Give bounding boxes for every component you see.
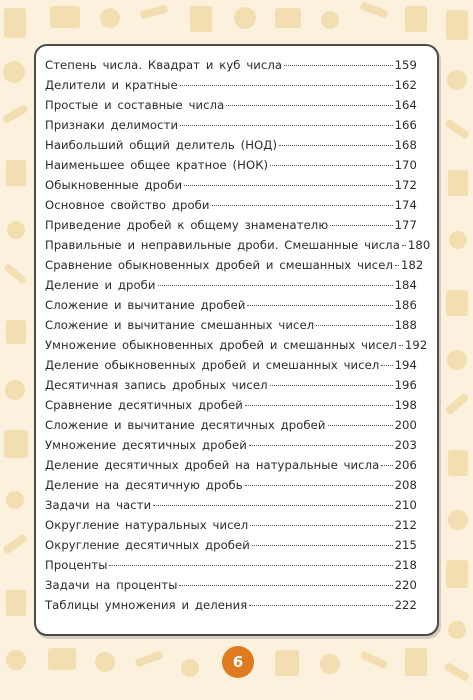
ruler-icon-3 bbox=[359, 1, 388, 18]
toc-entry-page: 159 bbox=[394, 58, 417, 72]
notebook-icon-2 bbox=[4, 430, 28, 458]
pencil-icon-6 bbox=[134, 650, 163, 667]
calculator-icon-2 bbox=[446, 10, 468, 40]
toc-entry[interactable] bbox=[45, 378, 417, 398]
toc-entry-title: Таблицы умножения и деления bbox=[45, 598, 248, 612]
toc-entry-title: Округление десятичных дробей bbox=[45, 538, 250, 552]
toc-dot-leader bbox=[270, 165, 392, 166]
toc-entry[interactable] bbox=[45, 398, 417, 418]
toc-entry-title: Делители и кратные bbox=[45, 78, 178, 92]
toc-entry[interactable] bbox=[45, 418, 417, 438]
toc-entry[interactable] bbox=[45, 178, 417, 198]
toc-entry-page: 172 bbox=[394, 178, 417, 192]
toc-entry[interactable] bbox=[45, 578, 417, 598]
toc-dot-leader bbox=[245, 485, 393, 486]
toc-entry[interactable] bbox=[45, 218, 417, 238]
toc-entry-page: 192 bbox=[404, 338, 428, 352]
toc-entry-page: 184 bbox=[394, 278, 417, 292]
toc-entry-page: 203 bbox=[394, 438, 417, 452]
toc-entry-title: Деление десятичных дробей на натуральные числа bbox=[45, 458, 380, 472]
toc-entry-page: 218 bbox=[394, 558, 417, 572]
toc-dot-leader bbox=[316, 325, 392, 326]
toc-dot-leader bbox=[328, 425, 393, 426]
calculator-icon bbox=[6, 320, 26, 344]
toc-entry-title: Сложение и вычитание смешанных чисел bbox=[45, 318, 315, 332]
toc-entry-title: Наименьшее общее кратное (НОК) bbox=[45, 158, 269, 172]
calculator-icon-3 bbox=[448, 450, 468, 476]
toc-dot-leader bbox=[180, 85, 393, 86]
toc-dot-leader bbox=[270, 385, 393, 386]
toc-entry[interactable] bbox=[45, 498, 417, 518]
toc-entry-page: 168 bbox=[394, 138, 417, 152]
toc-entry-page: 212 bbox=[394, 518, 417, 532]
toc-entry[interactable] bbox=[45, 198, 417, 218]
toc-dot-leader bbox=[212, 205, 393, 206]
toc-dot-leader bbox=[184, 185, 392, 186]
toc-dot-leader bbox=[402, 245, 406, 246]
toc-entry[interactable] bbox=[45, 58, 417, 78]
toc-entry[interactable] bbox=[45, 78, 417, 98]
toc-entry-page: 215 bbox=[394, 538, 417, 552]
toc-entry-title: Задачи на части bbox=[45, 498, 152, 512]
toc-entry-title: Сложение и вычитание десятичных дробей bbox=[45, 418, 326, 432]
toc-entry[interactable] bbox=[45, 538, 417, 558]
calculator-icon-4 bbox=[275, 8, 301, 28]
book-icon-6 bbox=[48, 648, 76, 670]
toc-entry-page: 170 bbox=[394, 158, 417, 172]
apple-icon-6 bbox=[95, 652, 115, 672]
toc-entry-title: Простые и составные числа bbox=[45, 98, 225, 112]
book-icon-2 bbox=[6, 590, 26, 616]
toc-dot-leader bbox=[250, 525, 392, 526]
pencil-icon-5 bbox=[139, 5, 168, 20]
toc-entry-page: 210 bbox=[394, 498, 417, 512]
toc-entry-page: 162 bbox=[394, 78, 417, 92]
toc-entry-title: Проценты bbox=[45, 558, 108, 572]
clock-icon bbox=[5, 380, 25, 400]
toc-entry-page: 222 bbox=[394, 598, 417, 612]
book-icon-3 bbox=[448, 170, 468, 196]
pencil-icon-3 bbox=[444, 118, 470, 139]
pencil-icon bbox=[2, 104, 29, 124]
toc-entry-page: 220 bbox=[394, 578, 417, 592]
toc-entry[interactable] bbox=[45, 138, 417, 158]
toc-entry[interactable] bbox=[45, 338, 428, 358]
toc-dot-leader bbox=[226, 105, 392, 106]
book-icon-5 bbox=[190, 6, 212, 32]
toc-entry[interactable] bbox=[45, 598, 417, 618]
clock-icon-4 bbox=[234, 7, 256, 29]
book-icon bbox=[6, 160, 26, 186]
clock-icon-5 bbox=[181, 659, 199, 677]
toc-entry-title: Умножение десятичных дробей bbox=[45, 438, 247, 452]
toc-entry[interactable] bbox=[45, 458, 417, 478]
ruler-icon-2 bbox=[444, 393, 469, 416]
toc-entry-title: Деление обыкновенных дробей и смешанных чисел bbox=[45, 358, 380, 372]
toc-entry-title: Умножение обыкновенных дробей и смешанных чисел bbox=[45, 338, 397, 352]
toc-dot-leader bbox=[158, 285, 393, 286]
toc-entry-title: Сравнение обыкновенных дробей и смешанных чисел bbox=[45, 258, 393, 272]
ruler-icon bbox=[3, 263, 27, 284]
clock-icon-3 bbox=[448, 510, 468, 530]
book-icon-4 bbox=[446, 560, 468, 588]
toc-entry-page: 194 bbox=[394, 358, 417, 372]
toc-dot-leader bbox=[247, 305, 392, 306]
toc-entry[interactable] bbox=[45, 158, 417, 178]
toc-entry-page: 180 bbox=[407, 238, 431, 252]
toc-entry[interactable] bbox=[45, 278, 417, 298]
toc-entry[interactable] bbox=[45, 438, 417, 458]
toc-entry-title: Степень числа. Квадрат и куб числа bbox=[45, 58, 283, 72]
globe-icon-2 bbox=[6, 650, 26, 670]
toc-entry-title: Правильные и неправильные дроби. Смешанные числа bbox=[45, 238, 400, 252]
toc-list bbox=[45, 58, 431, 618]
notebook-icon-5 bbox=[405, 6, 427, 32]
toc-entry-title: Признаки делимости bbox=[45, 118, 179, 132]
toc-entry-page: 186 bbox=[394, 298, 417, 312]
toc-entry-page: 164 bbox=[394, 98, 417, 112]
toc-entry-title: Наибольший общий делитель (НОД) bbox=[45, 138, 278, 152]
toc-dot-leader bbox=[284, 65, 392, 66]
toc-entry-page: 177 bbox=[394, 218, 417, 232]
toc-entry-title: Приведение дробей к общему знаменателю bbox=[45, 218, 329, 232]
calculator-icon-5 bbox=[275, 650, 299, 676]
toc-entry-title: Обыкновенные дроби bbox=[45, 178, 183, 192]
globe-icon-5 bbox=[320, 654, 340, 674]
toc-entry[interactable] bbox=[45, 258, 424, 278]
toc-entry-page: 200 bbox=[394, 418, 417, 432]
apple-icon-5 bbox=[321, 11, 339, 29]
toc-dot-leader bbox=[179, 585, 392, 586]
toc-entry-title: Округление натуральных чисел bbox=[45, 518, 249, 532]
toc-entry[interactable] bbox=[45, 298, 417, 318]
toc-dot-leader bbox=[252, 545, 393, 546]
notebook-icon-6 bbox=[405, 648, 427, 676]
globe-icon bbox=[7, 221, 25, 239]
toc-entry-title: Десятичная запись дробных чисел bbox=[45, 378, 268, 392]
toc-entry[interactable] bbox=[45, 238, 431, 258]
toc-dot-leader bbox=[381, 365, 392, 366]
toc-entry-title: Задачи на проценты bbox=[45, 578, 178, 592]
notebook-icon bbox=[4, 8, 26, 38]
clock-icon-2 bbox=[447, 70, 467, 90]
table-of-contents-card bbox=[34, 44, 439, 636]
toc-dot-leader bbox=[249, 445, 393, 446]
toc-dot-leader bbox=[330, 225, 392, 226]
toc-entry[interactable] bbox=[45, 98, 417, 118]
pencil-icon-2 bbox=[2, 533, 28, 554]
toc-dot-leader bbox=[395, 265, 399, 266]
toc-dot-leader bbox=[180, 125, 392, 126]
toc-entry-page: 206 bbox=[394, 458, 417, 472]
toc-dot-leader bbox=[109, 565, 392, 566]
toc-entry-title: Деление и дроби bbox=[45, 278, 156, 292]
apple-icon-2 bbox=[6, 491, 24, 509]
toc-entry-page: 166 bbox=[394, 118, 417, 132]
pencil-icon-4 bbox=[444, 662, 471, 682]
page-number-badge: 6 bbox=[222, 646, 254, 678]
toc-entry-title: Сложение и вычитание дробей bbox=[45, 298, 246, 312]
toc-entry-page: 196 bbox=[394, 378, 417, 392]
toc-entry-title: Сравнение десятичных дробей bbox=[45, 398, 243, 412]
toc-entry[interactable] bbox=[45, 318, 417, 338]
toc-entry-title: Деление на десятичную дробь bbox=[45, 478, 243, 492]
toc-entry[interactable] bbox=[45, 558, 417, 578]
notebook-icon-4 bbox=[50, 6, 80, 28]
toc-entry-page: 198 bbox=[394, 398, 417, 412]
toc-entry[interactable] bbox=[45, 478, 417, 498]
toc-entry[interactable] bbox=[45, 518, 417, 538]
toc-dot-leader bbox=[279, 145, 392, 146]
toc-entry-title: Основное свойство дроби bbox=[45, 198, 210, 212]
toc-entry-page: 188 bbox=[394, 318, 417, 332]
apple-icon-3 bbox=[449, 231, 467, 249]
toc-dot-leader bbox=[399, 345, 403, 346]
toc-entry[interactable] bbox=[45, 118, 417, 138]
apple-icon bbox=[3, 61, 25, 83]
globe-icon-4 bbox=[100, 8, 120, 28]
globe-icon-3 bbox=[447, 350, 467, 370]
toc-entry-page: 182 bbox=[400, 258, 424, 272]
toc-dot-leader bbox=[245, 405, 393, 406]
ruler-icon-4 bbox=[360, 650, 389, 669]
toc-entry[interactable] bbox=[45, 358, 417, 378]
notebook-icon-3 bbox=[446, 290, 468, 316]
toc-entry-page: 174 bbox=[394, 198, 417, 212]
toc-dot-leader bbox=[153, 505, 392, 506]
toc-dot-leader bbox=[381, 465, 392, 466]
toc-entry-page: 208 bbox=[394, 478, 417, 492]
toc-dot-leader bbox=[249, 605, 392, 606]
apple-icon-4 bbox=[448, 621, 466, 639]
